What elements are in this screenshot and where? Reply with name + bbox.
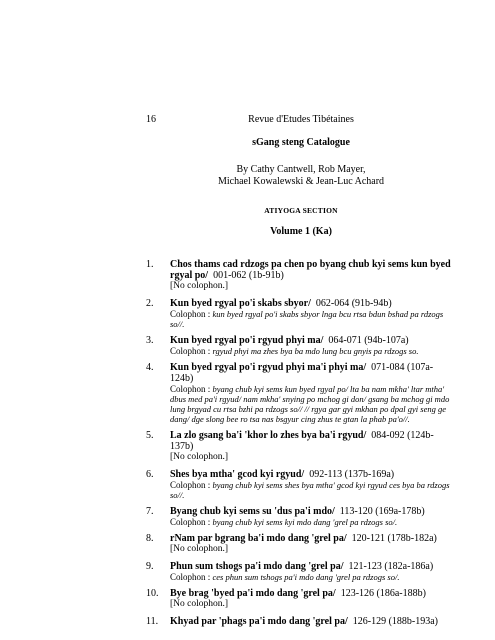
catalogue-entry [146, 259, 456, 292]
colophon-text: rgyud phyi ma zhes bya ba mdo lung bcu gnyis pa rdzogs so. [212, 346, 419, 356]
authors [146, 164, 456, 188]
section-heading: ATIYOGA SECTION [264, 206, 338, 215]
catalogue-title: sGang steng Catalogue [252, 137, 350, 148]
colophon [170, 517, 456, 527]
entry-number: 9. [146, 561, 154, 572]
catalogue-entry [146, 469, 456, 500]
authors-line-1: By Cathy Cantwell, Rob Mayer, [236, 164, 366, 175]
colophon-label: Colophon : [170, 309, 213, 319]
entry-number: 4. [146, 362, 154, 373]
entry-reference: 123-126 (186a-188b) [340, 588, 426, 599]
colophon-text: kun byed rgyal po'i skabs sbyor lnga bcu rtsa bdun bshad pa rdzogs so//. [170, 309, 444, 329]
volume-heading: Volume 1 (Ka) [270, 226, 332, 237]
entry-title: Chos thams cad rdzogs pa chen po byang chub kyi sems kun byed rgyal po/ [170, 259, 451, 281]
entry-number: 5. [146, 430, 154, 441]
journal-title: Revue d'Etudes Tibétaines [248, 114, 354, 125]
colophon-text: byang chub kyi sems kun byed rgyal po/ lta ba nam mkha' ltar mtha' dbus med pa'i rgyud/ nam mkha' snying po mchog gi don/ gsang ba mchog gi mdo lung brgyad cu rtsa bzhi pa rdzogs so// // rgya gar gyi mkhan po dpal gyi seng ge dang/ dge slong bee ro tsa nas bsgyur cing zhus te gtan la phab pa'o//. [170, 384, 450, 424]
entry-title: Bye brag 'byed pa'i mdo dang 'grel pa/ [170, 588, 336, 599]
entry-title: Phun sum tshogs pa'i mdo dang 'grel pa/ [170, 561, 344, 572]
catalogue-entry [146, 588, 456, 610]
entry-reference: 064-071 (94b-107a) [328, 335, 409, 346]
entry-reference: 001-062 (1b-91b) [213, 270, 284, 281]
authors-line-2: Michael Kowalewski & Jean-Luc Achard [217, 176, 385, 187]
entry-title: rNam par bgrang ba'i mdo dang 'grel pa/ [170, 533, 347, 544]
entry-reference: 113-120 (169a-178b) [339, 506, 425, 517]
colophon [170, 384, 456, 424]
entry-number: 1. [146, 259, 154, 270]
entry-title: Kun byed rgyal po'i rgyud phyi ma'i phyi ma/ [170, 362, 367, 373]
entry-number: 10. [146, 588, 159, 599]
catalogue-entry [146, 430, 456, 463]
entry-title: Shes bya mtha' gcod kyi rgyud/ [170, 469, 305, 480]
colophon [170, 572, 456, 582]
entry-title: Khyad par 'phags pa'i mdo dang 'grel pa/ [170, 616, 348, 627]
entry-reference: 126-129 (188b-193a) [352, 616, 439, 627]
entry-reference: 092-113 (137b-169a) [309, 469, 395, 480]
colophon-label: Colophon : [170, 517, 213, 527]
entry-title: La zlo gsang ba'i 'khor lo zhes bya ba'i rgyud/ [170, 430, 367, 441]
catalogue-entry [146, 362, 456, 424]
entry-number: 8. [146, 533, 154, 544]
entry-reference: 071-084 (107a-124b) [170, 362, 434, 384]
entry-title: Kun byed rgyal po'i rgyud phyi ma/ [170, 335, 324, 346]
no-colophon-note: [No colophon.] [170, 281, 229, 291]
catalogue-entry [146, 298, 456, 329]
colophon-text: byang chub kyi sems shes bya mtha' gcod kyi rgyud ces bya ba rdzogs so//. [170, 480, 450, 500]
no-colophon-note: [No colophon.] [170, 544, 229, 554]
colophon [170, 346, 456, 356]
entry-reference: 062-064 (91b-94b) [315, 298, 392, 309]
catalogue-entry [146, 533, 456, 555]
colophon [170, 309, 456, 329]
entry-number: 7. [146, 506, 154, 517]
entry-number: 2. [146, 298, 154, 309]
entry-number: 6. [146, 469, 154, 480]
catalogue-entry [146, 616, 456, 627]
entry-reference: 120-121 (178b-182a) [351, 533, 437, 544]
no-colophon-note: [No colophon.] [170, 599, 229, 609]
entry-title: Kun byed rgyal po'i skabs sbyor/ [170, 298, 311, 309]
colophon-label: Colophon : [170, 346, 213, 356]
colophon-label: Colophon : [170, 384, 213, 394]
colophon-label: Colophon : [170, 572, 213, 582]
colophon-label: Colophon : [170, 480, 213, 490]
entry-title: Byang chub kyi sems su 'dus pa'i mdo/ [170, 506, 335, 517]
entry-reference: 084-092 (124b-137b) [170, 430, 434, 452]
catalogue-entry [146, 506, 456, 527]
entry-number: 11. [146, 616, 159, 627]
page-number: 16 [146, 114, 156, 125]
colophon-text: byang chub kyi sems kyi mdo dang 'grel pa rdzogs so/. [212, 517, 398, 527]
no-colophon-note: [No colophon.] [170, 452, 229, 462]
colophon-text: ces phun sum tshogs pa'i mdo dang 'grel pa rdzogs so/. [212, 572, 400, 582]
catalogue-entry [146, 335, 456, 356]
colophon [170, 480, 456, 500]
entry-number: 3. [146, 335, 154, 346]
catalogue-entry [146, 561, 456, 582]
entry-reference: 121-123 (182a-186a) [348, 561, 434, 572]
